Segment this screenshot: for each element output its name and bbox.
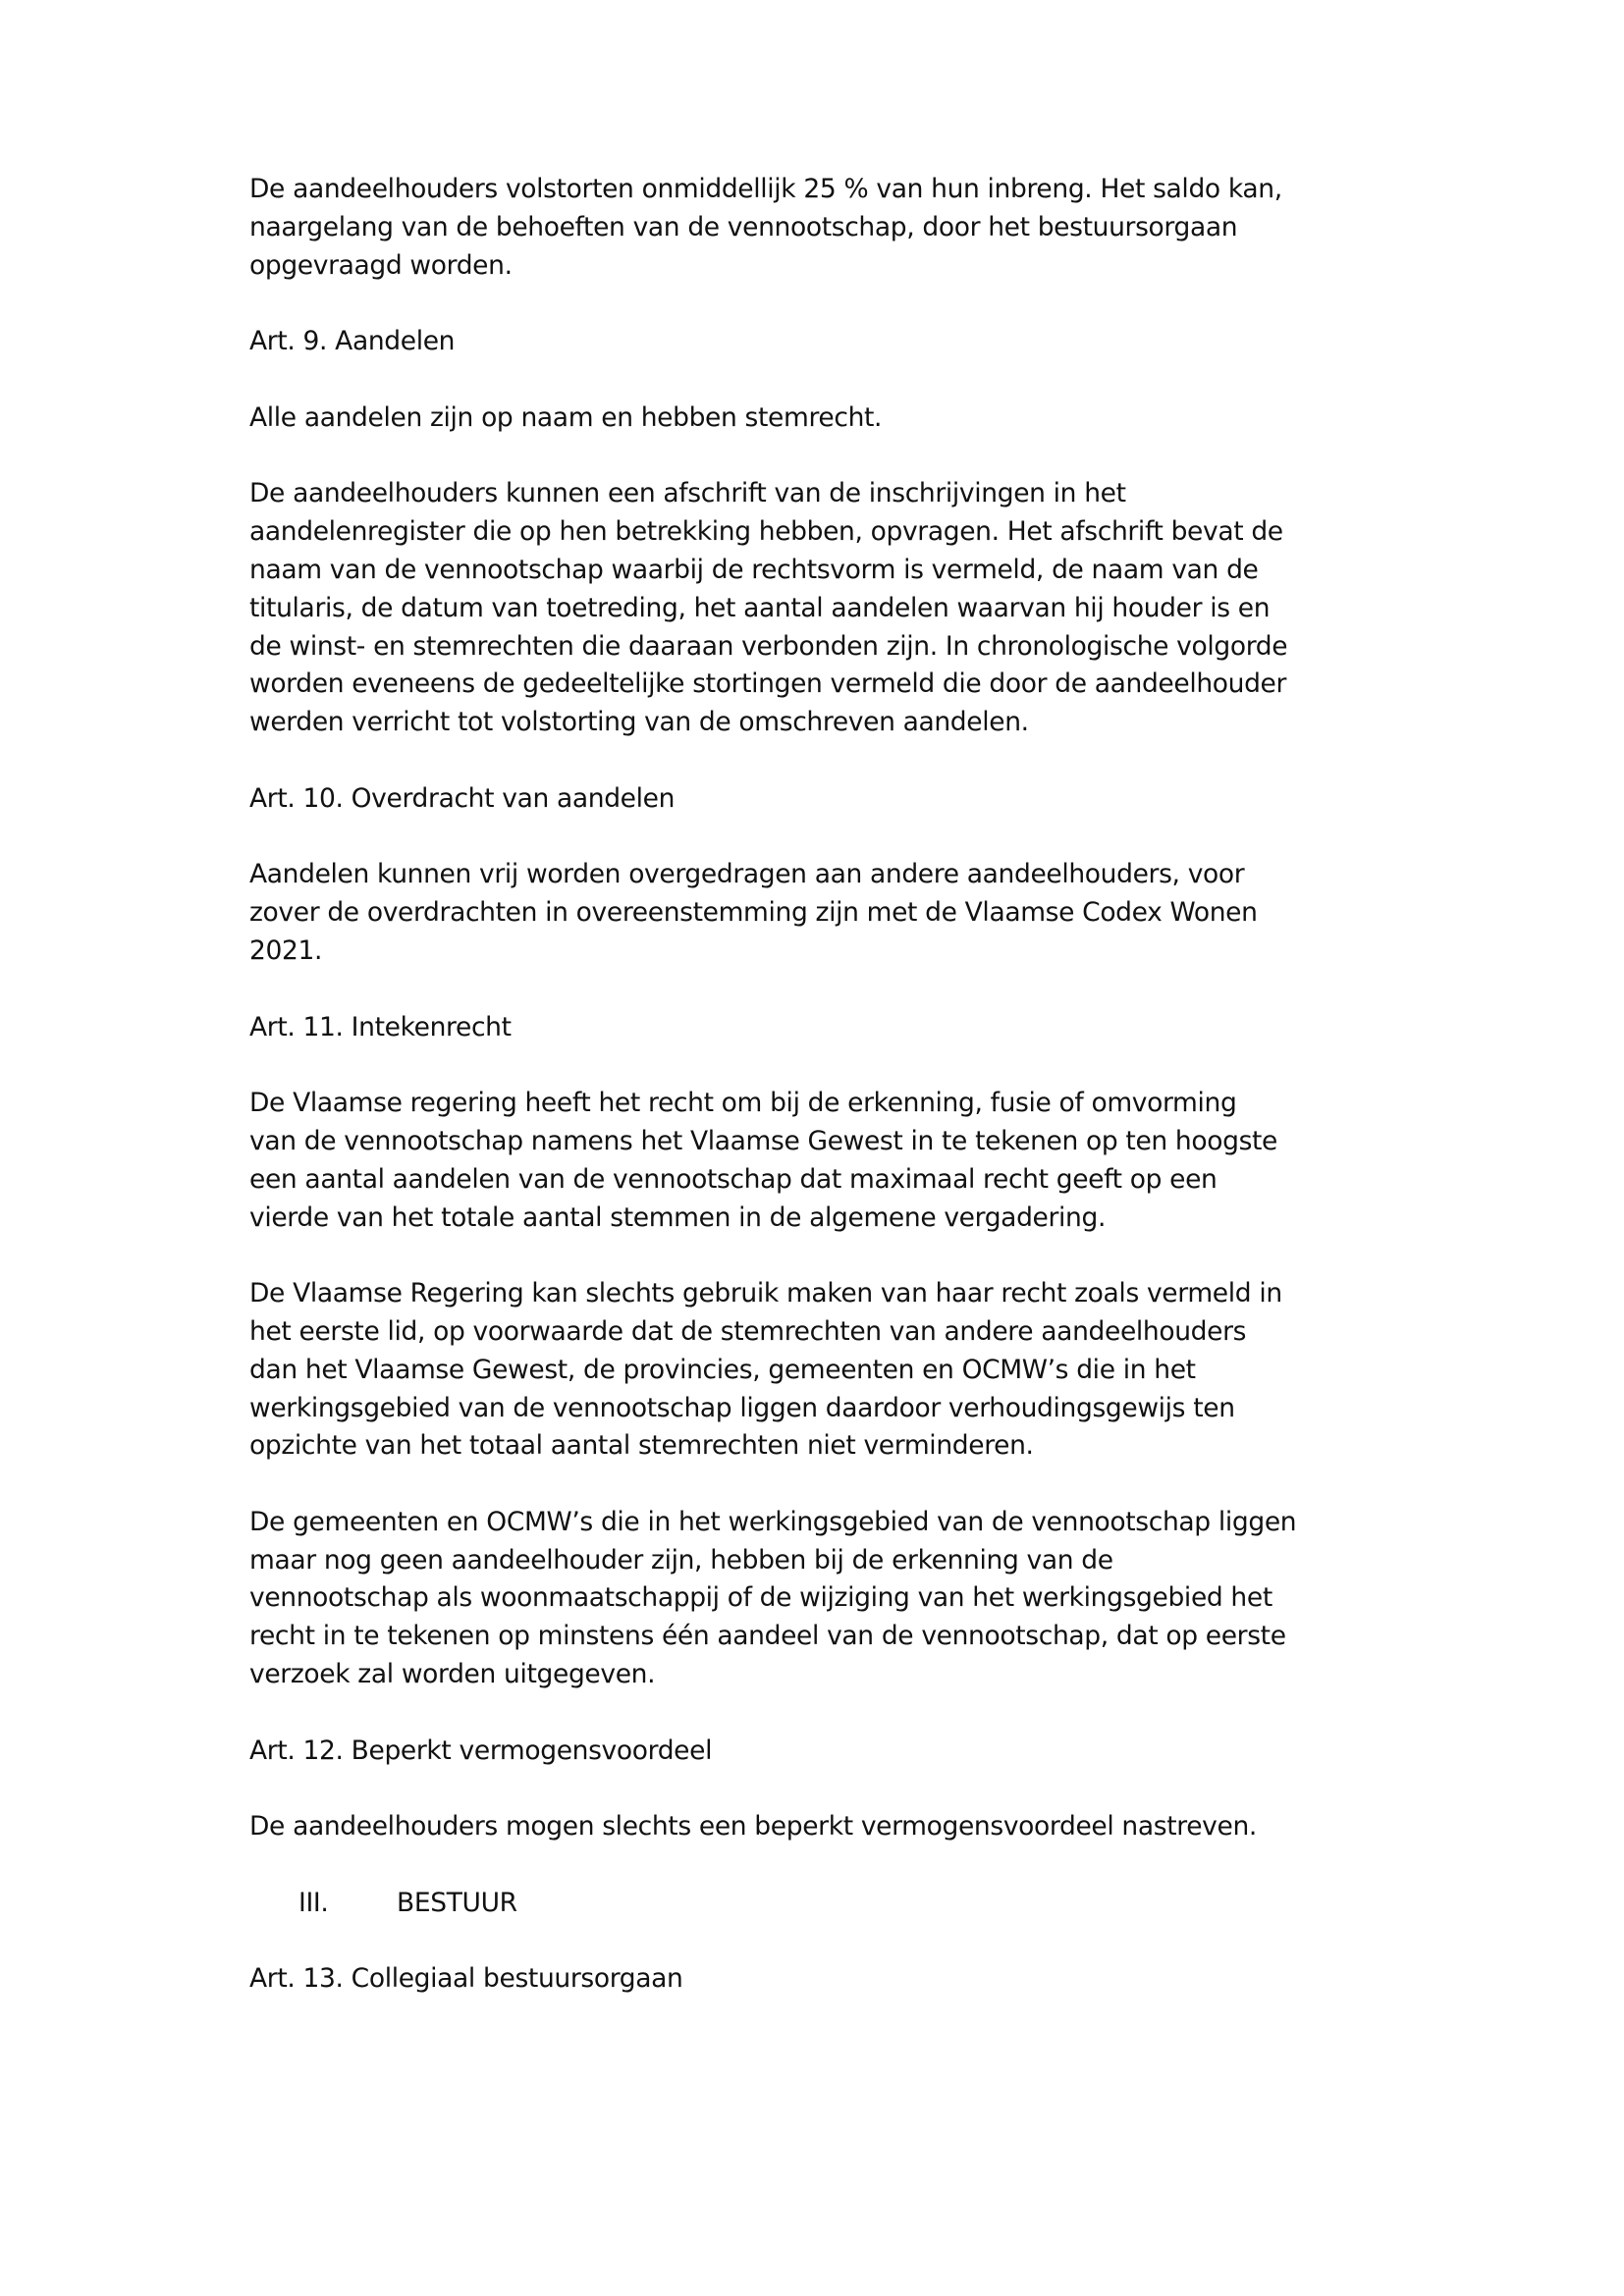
text-line: opzichte van het totaal aantal stemrechten niet verminderen. xyxy=(249,1430,1034,1462)
paragraph-spacer xyxy=(249,1846,1388,1885)
text-line: het eerste lid, op voorwaarde dat de stemrechten van andere aandeelhouders xyxy=(249,1315,1247,1347)
text-line: De aandeelhouders volstorten onmiddellijk 25 % van hun inbreng. Het saldo kan, xyxy=(249,174,1282,204)
text-line: De aandeelhouders kunnen een afschrift van de inschrijvingen in het xyxy=(249,478,1126,509)
text-line: werden verricht tot volstorting van de omschreven aandelen. xyxy=(249,707,1029,738)
paragraph-spacer xyxy=(249,1466,1388,1504)
paragraph-spacer xyxy=(249,1237,1388,1275)
text-line: de winst- en stemrechten die daaraan verbonden zijn. In chronologische volgorde xyxy=(249,630,1288,662)
text-line: titularis, de datum van toetreding, het aantal aandelen waarvan hij houder is en xyxy=(249,592,1271,623)
text-line: vierde van het totale aantal stemmen in de algemene vergadering. xyxy=(249,1201,1107,1233)
text-line: De aandeelhouders mogen slechts een beperkt vermogensvoordeel nastreven. xyxy=(249,1811,1257,1842)
paragraph xyxy=(249,856,1388,970)
article-heading: Art. 11. Intekenrecht xyxy=(249,1011,512,1042)
text-line: De Vlaamse regering heeft het recht om bij de erkenning, fusie of omvorming xyxy=(249,1088,1237,1119)
section-number: III. xyxy=(298,1887,329,1918)
text-line: aandelenregister die op hen betrekking hebben, opvragen. Het afschrift bevat de xyxy=(249,516,1283,548)
paragraph xyxy=(249,1275,1388,1466)
text-line: worden eveneens de gedeeltelijke stortingen vermeld die door de aandeelhouder xyxy=(249,668,1287,700)
paragraph-spacer xyxy=(249,819,1388,857)
text-line: De gemeenten en OCMW’s die in het werkingsgebied van de vennootschap liggen xyxy=(249,1506,1297,1537)
paragraph xyxy=(249,400,1388,438)
text-line: Alle aandelen zijn op naam en hebben stemrecht. xyxy=(249,401,883,433)
text-line: maar nog geen aandeelhouder zijn, hebben bij de erkenning van de xyxy=(249,1544,1113,1575)
article-heading: Art. 12. Beperkt vermogensvoordeel xyxy=(249,1735,713,1766)
text-line: opgevraagd worden. xyxy=(249,249,513,281)
paragraph xyxy=(249,1808,1388,1846)
section-heading xyxy=(249,1885,1388,1923)
article-heading: Art. 10. Overdracht van aandelen xyxy=(249,782,676,814)
text-line: werkingsgebied van de vennootschap liggen daardoor verhoudingsgewijs ten xyxy=(249,1392,1235,1423)
paragraph-spacer xyxy=(249,361,1388,400)
paragraph-spacer xyxy=(249,1046,1388,1085)
section-title: BESTUUR xyxy=(397,1887,517,1918)
paragraph xyxy=(249,1085,1388,1237)
paragraph-spacer xyxy=(249,285,1388,323)
article-heading: Art. 9. Aandelen xyxy=(249,326,456,357)
text-line: De Vlaamse Regering kan slechts gebruik maken van haar recht zoals vermeld in xyxy=(249,1278,1282,1309)
paragraph-spacer xyxy=(249,1923,1388,1961)
paragraph-spacer xyxy=(249,971,1388,1009)
paragraph-spacer xyxy=(249,438,1388,476)
text-line: Aandelen kunnen vrij worden overgedragen aan andere aandeelhouders, voor xyxy=(249,859,1245,890)
text-line: van de vennootschap namens het Vlaamse Gewest in te tekenen op ten hoogste xyxy=(249,1125,1278,1156)
text-line: naam van de vennootschap waarbij de rechtsvorm is vermeld, de naam van de xyxy=(249,554,1259,585)
paragraph-spacer xyxy=(249,1770,1388,1808)
paragraph xyxy=(249,171,1388,285)
article-heading: Art. 13. Collegiaal bestuursorgaan xyxy=(249,1963,683,1995)
text-line: naargelang van de behoeften van de vennootschap, door het bestuursorgaan xyxy=(249,211,1238,242)
text-line: 2021. xyxy=(249,934,323,966)
paragraph xyxy=(249,1504,1388,1694)
text-line: een aantal aandelen van de vennootschap dat maximaal recht geeft op een xyxy=(249,1163,1218,1195)
document-page xyxy=(249,171,1388,1999)
text-line: zover de overdrachten in overeenstemming zijn met de Vlaamse Codex Wonen xyxy=(249,897,1258,929)
text-line: vennootschap als woonmaatschappij of de wijziging van het werkingsgebied het xyxy=(249,1582,1272,1614)
paragraph-spacer xyxy=(249,742,1388,780)
text-line: verzoek zal worden uitgegeven. xyxy=(249,1659,656,1690)
paragraph xyxy=(249,475,1388,742)
text-line: dan het Vlaamse Gewest, de provincies, gemeenten en OCMW’s die in het xyxy=(249,1354,1196,1385)
text-line: recht in te tekenen op minstens één aandeel van de vennootschap, dat op eerste xyxy=(249,1621,1286,1652)
paragraph-spacer xyxy=(249,1694,1388,1733)
